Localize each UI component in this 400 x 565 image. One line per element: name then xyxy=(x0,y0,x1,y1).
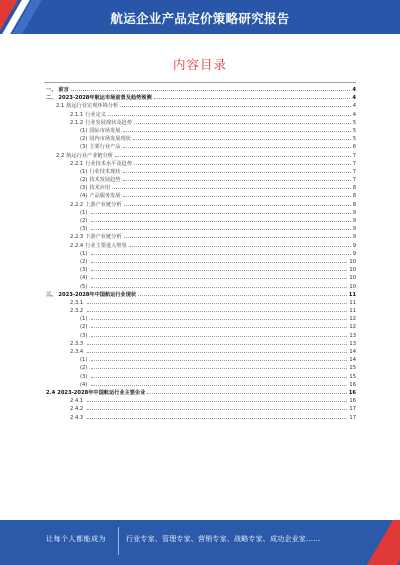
toc-entry[interactable] xyxy=(44,86,356,94)
toc-entry[interactable] xyxy=(44,201,356,209)
toc-entry-page: 8 xyxy=(352,193,356,200)
toc-entry[interactable] xyxy=(44,192,356,200)
toc-entry[interactable] xyxy=(44,168,356,176)
toc-entry-page: 10 xyxy=(349,267,356,274)
toc-entry[interactable] xyxy=(44,356,356,364)
toc-entry-page: 10 xyxy=(349,258,356,265)
toc-entry[interactable] xyxy=(44,266,356,274)
toc-leader-dots xyxy=(91,381,347,386)
toc-entry-number: 2.4 xyxy=(46,389,56,396)
toc-heading: 内容目录 xyxy=(172,57,227,72)
toc-entry[interactable] xyxy=(44,184,356,192)
toc-entry[interactable] xyxy=(44,209,356,217)
toc-leader-dots xyxy=(91,274,347,279)
toc-leader-dots xyxy=(87,299,347,304)
toc-entry-number: (1) xyxy=(80,127,88,134)
toc-entry-page: 5 xyxy=(352,136,356,143)
toc-entry-number: 2.4.3 xyxy=(70,414,84,421)
toc-entry[interactable] xyxy=(44,111,356,119)
toc-entry-page: 12 xyxy=(349,316,356,323)
toc-entry-page: 11 xyxy=(349,308,356,315)
toc-entry-number: (1) xyxy=(80,209,88,216)
toc-leader-dots xyxy=(120,102,351,107)
toc-leader-dots xyxy=(91,266,347,271)
toc-entry[interactable] xyxy=(44,143,356,151)
toc-entry-title: 主要行业产品 xyxy=(89,144,121,151)
toc-entry[interactable] xyxy=(44,135,356,143)
footer-divider xyxy=(118,527,119,555)
toc-entry-page: 4 xyxy=(352,87,356,93)
toc-entry-number: 2.3.2 xyxy=(70,308,84,315)
toc-entry[interactable] xyxy=(44,364,356,372)
toc-entry[interactable] xyxy=(44,242,356,250)
toc-entry-number: 一、 xyxy=(46,87,57,93)
toc-entry-number: 三、 xyxy=(46,291,57,298)
toc-entry-number: (3) xyxy=(80,144,88,151)
toc-entry-title: 技术发展趋势 xyxy=(89,177,121,184)
toc-leader-dots xyxy=(124,201,351,206)
toc-entry[interactable] xyxy=(44,315,356,323)
toc-entry-page: 16 xyxy=(349,381,356,388)
toc-entry-number: 2.4.1 xyxy=(70,398,84,405)
toc-entry-page: 4 xyxy=(352,95,356,102)
toc-entry-number: (4) xyxy=(80,193,88,200)
toc-leader-dots xyxy=(87,307,347,312)
toc-entry-title: 行业技术水平及趋势 xyxy=(85,160,132,167)
toc-entry-number: (2) xyxy=(80,258,88,265)
toc-leader-dots xyxy=(115,152,351,157)
toc-entry-title: 航运行业宏观环境分析 xyxy=(66,103,119,110)
toc-entry[interactable] xyxy=(44,332,356,340)
toc-entry-number: (4) xyxy=(80,381,88,388)
toc-leader-dots xyxy=(124,233,351,238)
toc-entry-page: 13 xyxy=(349,340,356,347)
toc-entry-title: 国内市场发展现状 xyxy=(89,136,131,143)
toc-entry-number: 2.3.4 xyxy=(70,349,84,355)
toc-entry-title: 下游产业链分析 xyxy=(85,234,122,241)
footer-red-wedge xyxy=(367,520,400,565)
toc-entry-number: 二、 xyxy=(46,95,57,102)
toc-leader-dots xyxy=(134,119,351,124)
toc-entry-number: (1) xyxy=(80,250,88,257)
toc-entry-title: 行业技术现状 xyxy=(89,168,121,175)
toc-entry-number: 2.2 xyxy=(56,152,65,159)
toc-entry[interactable] xyxy=(44,340,356,348)
toc-leader-dots xyxy=(87,348,347,353)
toc-entry[interactable] xyxy=(44,258,356,266)
toc-entry-number: (5) xyxy=(80,283,88,290)
toc-entry-title: 航运行业产业链分析 xyxy=(66,152,113,159)
toc-leader-dots xyxy=(91,323,347,328)
report-title: 航运企业产品定价策略研究报告 xyxy=(110,11,290,26)
footer-slogan: 让每个人都能成为 xyxy=(46,535,106,543)
toc-entry-title: 产品服务发展 xyxy=(89,193,121,200)
toc-entry-title: 上游产业链分析 xyxy=(85,201,122,208)
toc-entry[interactable] xyxy=(44,102,356,110)
table-of-contents xyxy=(44,86,356,422)
toc-leader-dots xyxy=(91,258,347,263)
toc-entry-page: 9 xyxy=(352,218,356,224)
toc-entry[interactable] xyxy=(44,152,356,160)
toc-leader-dots xyxy=(91,209,350,214)
toc-entry-title: 国际市场发展 xyxy=(89,127,121,134)
toc-entry-title: 2023-2028年航运市场前景及趋势预测 xyxy=(58,95,152,102)
toc-leader-dots xyxy=(147,389,346,394)
toc-leader-dots xyxy=(91,315,347,320)
toc-entry-number: 2.4.2 xyxy=(70,406,84,413)
toc-entry-number: (3) xyxy=(80,267,88,274)
toc-entry-number: 2.1.1 xyxy=(70,111,84,118)
toc-entry-page: 5 xyxy=(352,127,356,134)
toc-entry-number: (1) xyxy=(80,357,88,364)
toc-entry[interactable] xyxy=(44,127,356,135)
toc-leader-dots xyxy=(112,184,351,189)
toc-entry[interactable] xyxy=(44,397,356,405)
toc-entry-title: 2023-2028年中国航运行业现状 xyxy=(58,291,137,298)
page-footer xyxy=(0,520,400,565)
toc-entry-page: 16 xyxy=(348,389,356,396)
toc-leader-dots xyxy=(133,135,351,140)
toc-leader-dots xyxy=(91,373,347,378)
toc-entry-page: 11 xyxy=(348,291,356,298)
toc-entry-page: 9 xyxy=(352,209,356,216)
toc-entry-page: 7 xyxy=(352,152,356,159)
toc-entry-page: 8 xyxy=(352,185,356,192)
toc-entry-title: 2023-2028年中国航运行业主要企业 xyxy=(57,389,146,396)
toc-leader-dots xyxy=(91,283,347,288)
toc-leader-dots xyxy=(87,414,347,419)
toc-entry[interactable] xyxy=(44,283,356,291)
toc-entry[interactable] xyxy=(44,299,356,307)
page-header xyxy=(0,0,400,34)
toc-entry[interactable] xyxy=(44,389,356,397)
toc-entry-page: 5 xyxy=(352,119,356,126)
toc-entry-page: 9 xyxy=(352,226,356,233)
toc-entry[interactable] xyxy=(44,274,356,282)
toc-leader-dots xyxy=(134,160,351,165)
toc-entry[interactable] xyxy=(44,291,356,299)
toc-entry-page: 9 xyxy=(352,234,356,241)
toc-entry-number: 2.2.1 xyxy=(70,160,84,167)
footer-tagline: 行业专家、管理专家、营销专家、战略专家、成功企业家…… xyxy=(126,535,321,543)
toc-entry-page: 16 xyxy=(349,398,356,405)
toc-entry-number: 2.3.3 xyxy=(70,340,84,347)
toc-entry-number: 2.1.2 xyxy=(70,119,84,126)
toc-entry-number: (4) xyxy=(80,275,88,282)
toc-entry-page: 7 xyxy=(352,168,356,175)
toc-entry-number: (3) xyxy=(80,332,88,339)
toc-entry-page: 14 xyxy=(349,357,356,364)
toc-leader-dots xyxy=(91,356,347,361)
toc-leader-dots xyxy=(91,217,350,222)
toc-entry[interactable] xyxy=(44,94,356,102)
toc-entry-page: 4 xyxy=(352,111,356,118)
toc-entry[interactable] xyxy=(44,250,356,258)
toc-entry-number: (2) xyxy=(80,177,88,184)
toc-entry[interactable] xyxy=(44,119,356,127)
toc-entry-number: 2.1 xyxy=(56,103,65,110)
toc-leader-dots xyxy=(87,405,347,410)
toc-entry-page: 13 xyxy=(349,332,356,339)
toc-entry[interactable] xyxy=(44,217,356,225)
toc-leader-dots xyxy=(138,291,347,296)
toc-entry-number: (2) xyxy=(80,136,88,143)
toc-entry-page: 15 xyxy=(349,365,356,372)
toc-entry-page: 9 xyxy=(352,250,356,257)
toc-entry-number: (1) xyxy=(80,316,88,323)
toc-entry-title: 行业定义 xyxy=(85,111,106,118)
toc-entry[interactable] xyxy=(44,373,356,381)
toc-entry-page: 8 xyxy=(352,201,356,208)
toc-entry-number: (2) xyxy=(80,324,88,331)
toc-leader-dots xyxy=(123,168,351,173)
toc-entry-number: 2.2.3 xyxy=(70,234,84,241)
toc-entry-page: 12 xyxy=(349,324,356,331)
toc-entry-page: 4 xyxy=(352,103,356,110)
toc-entry-number: (2) xyxy=(80,365,88,372)
toc-leader-dots xyxy=(91,332,347,337)
toc-leader-dots xyxy=(108,111,351,116)
toc-leader-dots xyxy=(123,143,351,148)
toc-leader-dots xyxy=(91,225,350,230)
toc-entry-page: 17 xyxy=(349,414,356,421)
toc-entry-page: 14 xyxy=(349,349,356,355)
toc-entry-page: 7 xyxy=(352,160,356,167)
toc-entry-page: 7 xyxy=(352,177,356,184)
toc-entry[interactable] xyxy=(44,405,356,413)
toc-entry-number: (3) xyxy=(80,185,88,192)
toc-entry[interactable] xyxy=(44,225,356,233)
toc-leader-dots xyxy=(91,250,350,255)
toc-entry[interactable] xyxy=(44,233,356,241)
toc-entry-number: 2.2.2 xyxy=(70,201,84,208)
toc-leader-dots xyxy=(129,242,351,247)
toc-entry-number: (2) xyxy=(80,218,88,224)
toc-entry-title: 技术应用 xyxy=(89,185,111,192)
toc-leader-dots xyxy=(123,192,351,197)
toc-leader-dots xyxy=(91,364,347,369)
toc-entry-number: (3) xyxy=(80,226,88,233)
toc-entry-number: (3) xyxy=(80,373,88,380)
toc-entry-number: 2.2.4 xyxy=(70,242,84,249)
toc-entry[interactable] xyxy=(44,307,356,315)
toc-leader-dots xyxy=(123,127,351,132)
toc-entry-page: 17 xyxy=(349,406,356,413)
toc-entry-title: 行业发展现状及趋势 xyxy=(85,119,132,126)
toc-divider xyxy=(44,82,356,83)
toc-entry-number: (1) xyxy=(80,168,88,175)
toc-entry[interactable] xyxy=(44,160,356,168)
toc-entry-title: 行业主要进入壁垒 xyxy=(85,242,127,249)
toc-entry[interactable] xyxy=(44,414,356,422)
toc-entry-page: 9 xyxy=(352,242,356,249)
toc-leader-dots xyxy=(123,176,351,181)
toc-entry[interactable] xyxy=(44,381,356,389)
toc-leader-dots xyxy=(154,94,351,99)
toc-entry-page: 11 xyxy=(349,299,356,306)
toc-entry-title: 前言 xyxy=(58,87,69,93)
toc-entry-page: 6 xyxy=(352,144,356,151)
toc-entry-page: 15 xyxy=(349,373,356,380)
toc-entry-page: 10 xyxy=(349,275,356,282)
toc-leader-dots xyxy=(71,86,351,91)
toc-entry[interactable] xyxy=(44,348,356,356)
toc-entry-page: 10 xyxy=(349,283,356,290)
toc-leader-dots xyxy=(87,397,347,402)
toc-entry[interactable] xyxy=(44,176,356,184)
toc-entry[interactable] xyxy=(44,323,356,331)
toc-entry-number: 2.3.1 xyxy=(70,299,84,306)
toc-leader-dots xyxy=(87,340,347,345)
